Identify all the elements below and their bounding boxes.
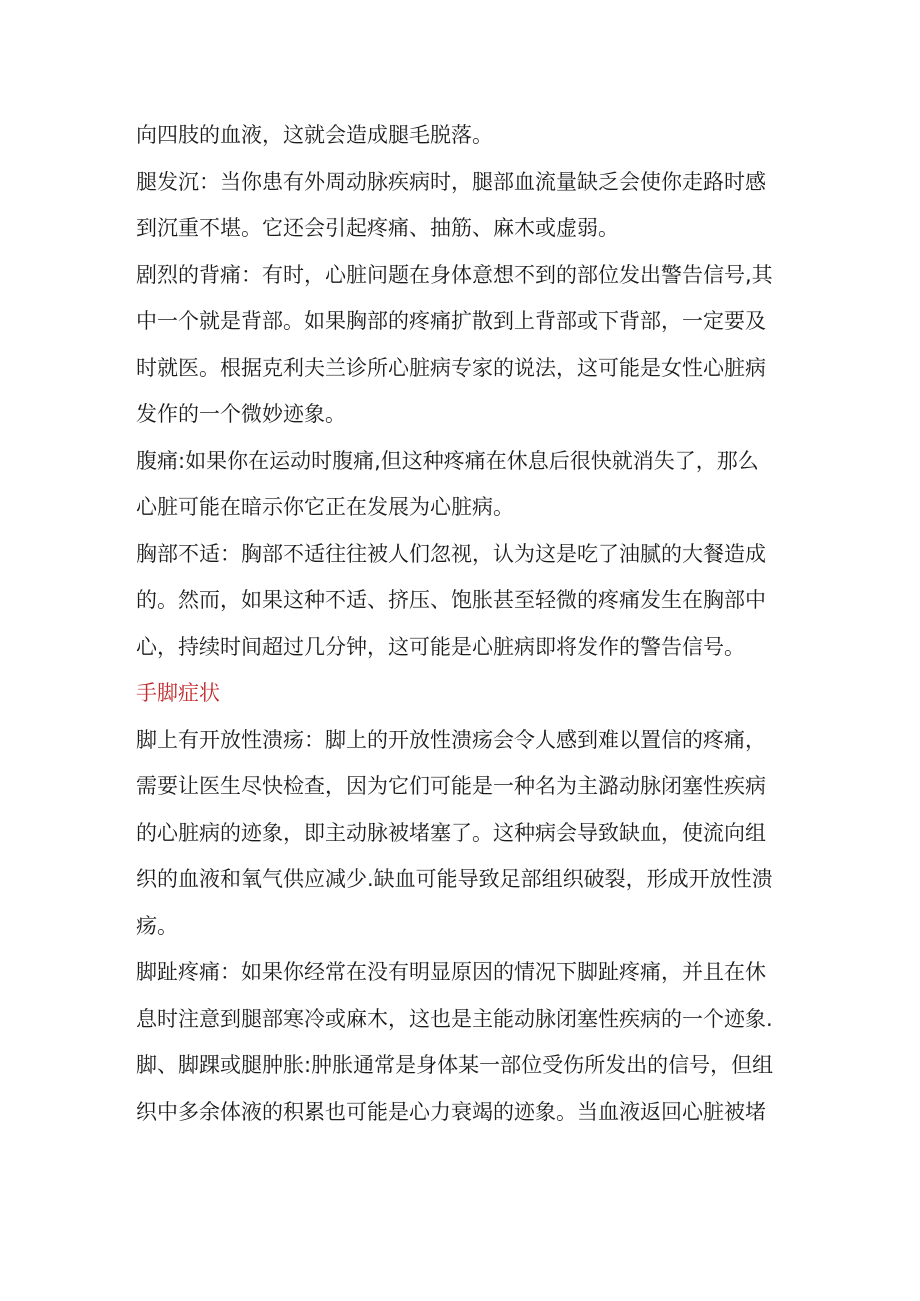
text-line: 时就医。根据克利夫兰诊所心脏病专家的说法，这可能是女性心脏病 — [136, 355, 766, 380]
text-line: 息时注意到腿部寒冷或麻木，这也是主能动脉闭塞性疾病的一个迹象. — [136, 1006, 773, 1031]
text-line: 疡。 — [136, 913, 178, 938]
text-line: 脚趾疼痛：如果你经常在没有明显原因的情况下脚趾疼痛，并且在休 — [136, 960, 766, 984]
text-line: 脚、脚踝或腿肿胀:肿胀通常是身体某一部位受伤所发出的信号，但组 — [136, 1053, 774, 1077]
text-line: 心，持续时间超过几分钟，这可能是心脏病即将发作的警告信号。 — [136, 634, 745, 659]
text-line: 到沉重不堪。它还会引起疼痛、抽筋、麻木或虚弱。 — [136, 216, 619, 240]
text-line: 织中多余体液的积累也可能是心力衰竭的迹象。当血液返回心脏被堵 — [136, 1099, 766, 1124]
text-line: 向四肢的血液，这就会造成腿毛脱落。 — [136, 123, 493, 147]
text-line: 胸部不适：胸部不适往往被人们忽视，认为这是吃了油腻的大餐造成 — [136, 541, 766, 566]
text-line: 心脏可能在暗示你它正在发展为心脏病。 — [136, 495, 514, 519]
text-line: 腿发沉：当你患有外周动脉疾病时，腿部血流量缺乏会使你走路时感 — [136, 169, 766, 194]
section-heading: 手脚症状 — [136, 681, 220, 705]
text-line: 发作的一个微妙迹象。 — [136, 402, 346, 426]
text-line: 织的血液和氧气供应减少.缺血可能导致足部组织破裂，形成开放性溃 — [136, 867, 773, 891]
text-line: 中一个就是背部。如果胸部的疼痛扩散到上背部或下背部，一定要及 — [136, 309, 766, 333]
text-line: 剧烈的背痛：有时，心脏问题在身体意想不到的部位发出警告信号,其 — [136, 262, 773, 287]
text-line: 的。然而，如果这种不适、挤压、饱胀甚至轻微的疼痛发生在胸部中 — [136, 588, 766, 612]
text-line: 脚上有开放性溃疡：脚上的开放性溃疡会令人感到难以置信的疼痛， — [136, 727, 766, 752]
document-page — [136, 112, 792, 1135]
text-line: 腹痛:如果你在运动时腹痛,但这种疼痛在休息后很快就消失了，那么 — [136, 448, 759, 473]
text-line: 需要让医生尽快检查，因为它们可能是一种名为主潞动脉闭塞性疾病 — [136, 774, 766, 798]
text-line: 的心脏病的迹象，即主动脉被堵塞了。这种病会导致缺血，使流向组 — [136, 820, 766, 845]
